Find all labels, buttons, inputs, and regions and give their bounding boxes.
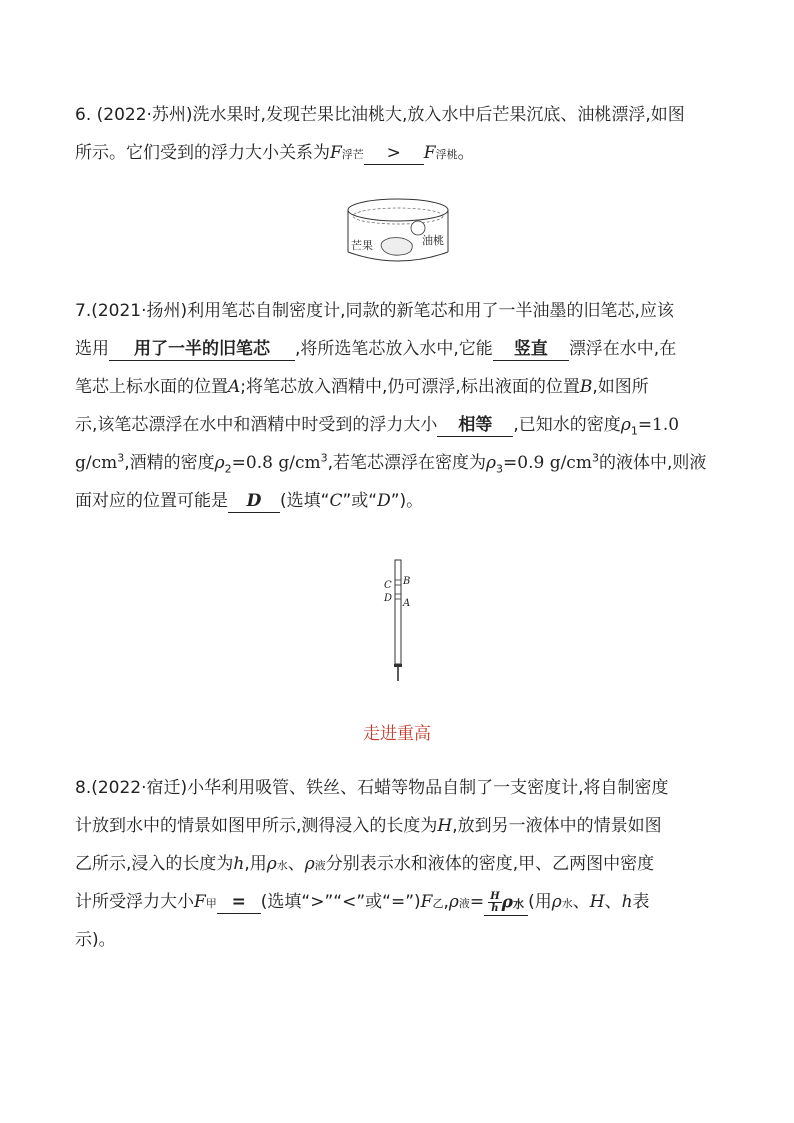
q8-line-2: 计放到水中的情景如图甲所示,测得浸入的长度为H,放到另一液体中的情景如图 xyxy=(75,816,662,836)
question-7 xyxy=(75,292,723,520)
q7-line-6: 面对应的位置可能是 D (选填“C”或“D”)。 xyxy=(75,491,424,511)
q7-line-4: 示,该笔芯漂浮在水中和酒精中时受到的浮力大小 相等 ,已知水的密度$\rho_1=1.0$ xyxy=(75,415,680,438)
q8-line-1: 8.(2022·宿迁)小华利用吸管、铁丝、石蜡等物品自制了一支密度计,将自制密度 xyxy=(75,778,669,798)
mango-shape xyxy=(381,238,412,256)
q6-figure-container xyxy=(344,194,452,270)
mark-c: C xyxy=(384,580,392,591)
q7-answer-1[interactable]: 用了一半的旧笔芯 xyxy=(109,338,295,361)
q8-answer-1[interactable]: = xyxy=(217,891,261,914)
q7-line-3: 笔芯上标水面的位置A;将笔芯放入酒精中,仍可漂浮,标出液面的位置B,如图所 xyxy=(75,377,649,397)
q6-line-2: 所示。它们受到的浮力大小关系为F浮芒 > F浮桃。 xyxy=(75,143,475,163)
q6-line-1: 6. (2022·苏州)洗水果时,发现芒果比油桃大,放入水中后芒果沉底、油桃漂浮,如图 xyxy=(75,105,685,125)
q7-line-1: 7.(2021·扬州)利用笔芯自制密度计,同款的新笔芯和用了一半油墨的旧笔芯,应该 xyxy=(75,301,674,321)
q8-line-5: 示)。 xyxy=(75,930,116,950)
question-8 xyxy=(75,769,723,959)
q7-line-2: 选用 用了一半的旧笔芯 ,将所选笔芯放入水中,它能 竖直 漂浮在水中,在 xyxy=(75,339,677,359)
mark-a: A xyxy=(403,598,411,609)
mango-label: 芒果 xyxy=(351,240,373,252)
q8-answer-2[interactable]: $\frac{H}{h}$ ρ水 xyxy=(484,891,528,917)
fraction: $\frac{H}{h}$ xyxy=(490,890,500,914)
peach-label: 油桃 xyxy=(422,235,444,247)
q7-answer-3[interactable]: 相等 xyxy=(437,414,513,437)
mark-b: B xyxy=(403,576,411,587)
mark-d: D xyxy=(384,593,393,604)
q7-answer-2[interactable]: 竖直 xyxy=(493,338,569,361)
q7-answer-4[interactable]: D xyxy=(228,490,280,513)
q7-figure-pen-refill xyxy=(372,557,422,687)
q6-answer-blank[interactable]: > xyxy=(364,142,424,165)
q7-line-5: $g/cm^3$,酒精的密度$\rho_2=0.8$ $g/cm^3$,若笔芯漂浮在密度为$\rho_3=0.9$ $g/cm^3$的液体中,则液 xyxy=(75,451,707,476)
peach-shape xyxy=(411,221,425,235)
q8-line-4: 计所受浮力大小F甲 = (选填“>”“<”或“=”)F乙,ρ液= $\frac{H}{h}$ ρ水 (用ρ水、H、h表 xyxy=(75,883,723,921)
q8-line-3: 乙所示,浸入的长度为h,用ρ水、ρ液分别表示水和液体的密度,甲、乙两图中密度 xyxy=(75,854,655,874)
question-6 xyxy=(75,96,723,172)
section-title: 走进重高 xyxy=(363,724,431,744)
